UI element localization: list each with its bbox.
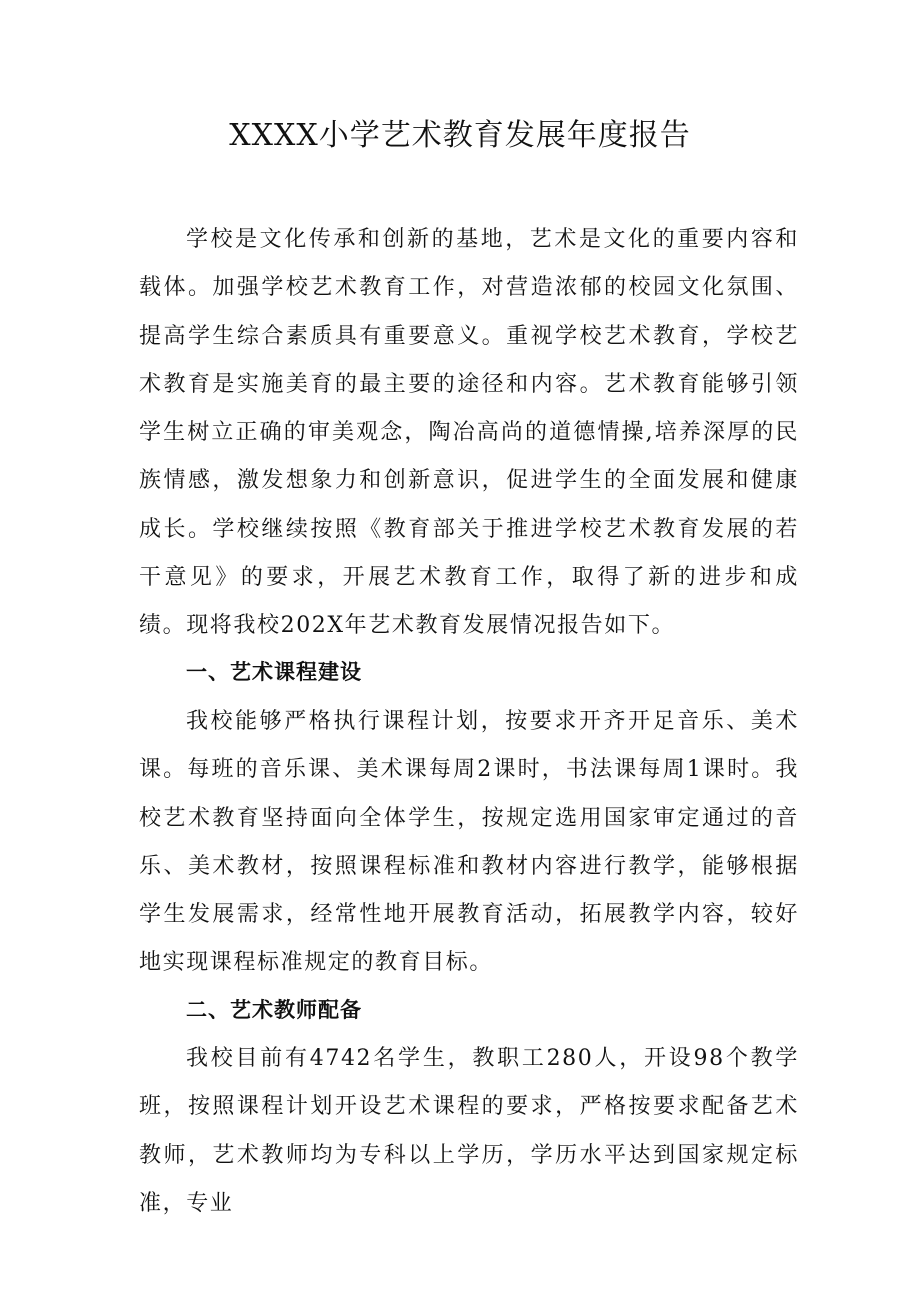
- document-title: XXXX小学艺术教育发展年度报告: [229, 118, 691, 153]
- section-heading-teacher-staffing: 二、艺术教师配备: [186, 998, 362, 1022]
- section-heading-course-construction: 一、艺术课程建设: [186, 660, 362, 684]
- section-paragraph-teacher-staffing: 我校目前有4742名学生，教职工280人，开设98个教学班，按照课程计划开设艺术课程的要求，严格按要求配备艺术教师，艺术教师均为专科以上学历，学历水平达到国家规定标准，专业: [139, 1046, 799, 1216]
- intro-paragraph: 学校是文化传承和创新的基地，艺术是文化的重要内容和载体。加强学校艺术教育工作，对营造浓郁的校园文化氛围、提高学生综合素质具有重要意义。重视学校艺术教育，学校艺术教育是实施美育的最主要的途径和内容。艺术教育能够引领学生树立正确的审美观念，陶冶高尚的道德情操,培养深厚的民族情感，激发想象力和创新意识，促进学生的全面发展和健康成长。学校继续按照《教育部关于推进学校艺术教育发展的若干意见》的要求，开展艺术教育工作，取得了新的进步和成绩。现将我校202X年艺术教育发展情况报告如下。: [139, 227, 799, 639]
- section-paragraph-course-construction: 我校能够严格执行课程计划，按要求开齐开足音乐、美术课。每班的音乐课、美术课每周2课时，书法课每周1课时。我校艺术教育坚持面向全体学生，按规定选用国家审定通过的音乐、美术教材，按照课程标准和教材内容进行教学，能够根据学生发展需求，经常性地开展教育活动，拓展教学内容，较好地实现课程标准规定的教育目标。: [139, 709, 799, 976]
